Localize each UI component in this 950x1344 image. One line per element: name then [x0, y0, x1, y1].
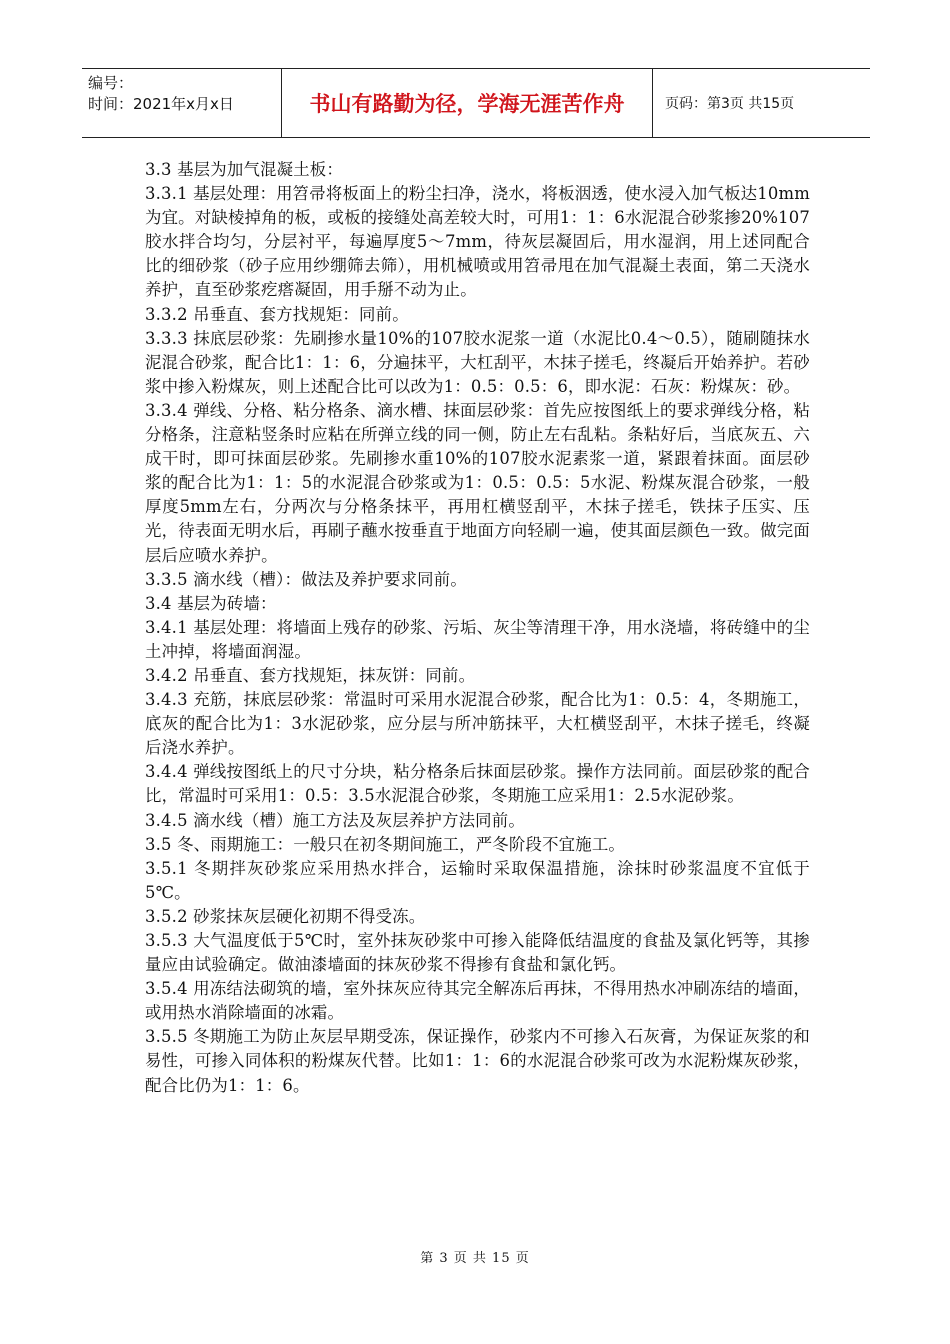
paragraph-3-4-2: 3.4.2 吊垂直、套方找规矩，抹灰饼：同前。	[145, 665, 476, 685]
paragraph-3-3-5: 3.3.5 滴水线（槽）：做法及养护要求同前。	[145, 569, 467, 589]
paragraph-3-5-3: 3.5.3 大气温度低于5℃时，室外抹灰砂浆中可掺入能降低结温度的食盐及氯化钙等，其掺量应由试验确定。做油漆墙面的抹灰砂浆不得掺有食盐和氯化钙。	[145, 931, 810, 975]
header-motto: 书山有路勤为径，学海无涯苦作舟	[282, 69, 653, 137]
paragraph-3-4-4: 3.4.4 弹线按图纸上的尺寸分块，粘分格条后抹面层砂浆。操作方法同前。面层砂浆的配合比，常温时可采用1：0.5：3.5水泥混合砂浆，冬期施工应采用1：2.5水泥砂浆。	[145, 762, 810, 806]
paragraph-3-3-3: 3.3.3 抹底层砂浆：先刷掺水量10%的107胶水泥浆一道（水泥比0.4～0.5），随刷随抹水泥混合砂浆，配合比1：1：6，分遍抹平，大杠刮平，木抹子搓毛，终凝后开始养护。若砂浆中掺入粉煤灰，则上述配合比可以改为1：0.5：0.5：6，即水泥：石灰：粉煤灰：砂。	[145, 328, 810, 396]
paragraph-3-4-5: 3.4.5 滴水线（槽）施工方法及灰层养护方法同前。	[145, 810, 525, 830]
paragraph-3-5-2: 3.5.2 砂浆抹灰层硬化初期不得受冻。	[145, 906, 426, 926]
paragraph-3-5-1: 3.5.1 冬期拌灰砂浆应采用热水拌合，运输时采取保温措施，涂抹时砂浆温度不宜低于5℃。	[145, 858, 810, 902]
paragraph-3-3-4: 3.3.4 弹线、分格、粘分格条、滴水槽、抹面层砂浆：首先应按图纸上的要求弹线分格，粘分格条，注意粘竖条时应粘在所弹立线的同一侧，防止左右乱粘。条粘好后，当底灰五、六成干时，即可抹面层砂浆。先刷掺水重10%的107胶水泥素浆一道，紧跟着抹面。面层砂浆的配合比为1：1：5的水泥混合砂浆或为1：0.5：0.5：5水泥、粉煤灰混合砂浆，一般厚度5mm左右，分两次与分格条抹平，再用杠横竖刮平，木抹子搓毛，铁抹子压实、压光，待表面无明水后，再刷子蘸水按垂直于地面方向轻刷一遍，使其面层颜色一致。做完面层后应喷水养护。	[145, 400, 810, 565]
section-3-4: 3.4 基层为砖墙：	[145, 593, 277, 613]
header-page-label: 页码：第3页 共15页	[665, 96, 795, 112]
page-footer: 第 3 页 共 15 页	[420, 1251, 530, 1266]
time-label: 时间：2021年x月x日	[88, 95, 234, 113]
section-3-5: 3.5 冬、雨期施工：一般只在初冬期间施工，严冬阶段不宜施工。	[145, 834, 626, 854]
section-3-3: 3.3 基层为加气混凝土板：	[145, 160, 343, 179]
paragraph-3-4-3: 3.4.3 充筋，抹底层砂浆：常温时可采用水泥混合砂浆，配合比为1：0.5：4，冬期施工，底灰的配合比为1：3水泥砂浆，应分层与所冲筋抹平，大杠横竖刮平，木抹子搓毛，终凝后浇水养护。	[145, 690, 810, 758]
paragraph-3-5-5: 3.5.5 冬期施工为防止灰层早期受冻，保证操作，砂浆内不可掺入石灰膏，为保证灰浆的和易性，可掺入同体积的粉煤灰代替。比如1：1：6的水泥混合砂浆可改为水泥粉煤灰砂浆，配合比仍为1：1：6。	[145, 1027, 810, 1095]
document-body	[145, 158, 810, 1098]
paragraph-3-4-1: 3.4.1 基层处理：将墙面上残存的砂浆、污垢、灰尘等清理干净，用水浇墙，将砖缝中的尘土冲掉，将墙面润湿。	[145, 617, 810, 661]
paragraph-3-5-4: 3.5.4 用冻结法砌筑的墙，室外抹灰应待其完全解冻后再抹，不得用热水冲刷冻结的墙面，或用热水消除墙面的冰霜。	[145, 979, 810, 1023]
paragraph-3-3-2: 3.3.2 吊垂直、套方找规矩：同前。	[145, 304, 409, 324]
serial-label: 编号：	[88, 74, 134, 92]
header-meta	[82, 69, 282, 137]
paragraph-3-3-1: 3.3.1 基层处理：用笤帚将板面上的粉尘扫净，浇水，将板洇透，使水浸入加气板达10mm为宜。对缺棱掉角的板，或板的接缝处高差较大时，可用1：1：6水泥混合砂浆掺20%107胶水拌合均匀，分层衬平，每遍厚度5～7mm，待灰层凝固后，用水湿润，用上述同配合比的细砂浆（砂子应用纱绷筛去筛），用机械喷或用笤帚甩在加气混凝土表面，第二天浇水养护，直至砂浆疙瘩凝固，用手掰不动为止。	[145, 184, 810, 300]
page-header	[82, 68, 870, 138]
